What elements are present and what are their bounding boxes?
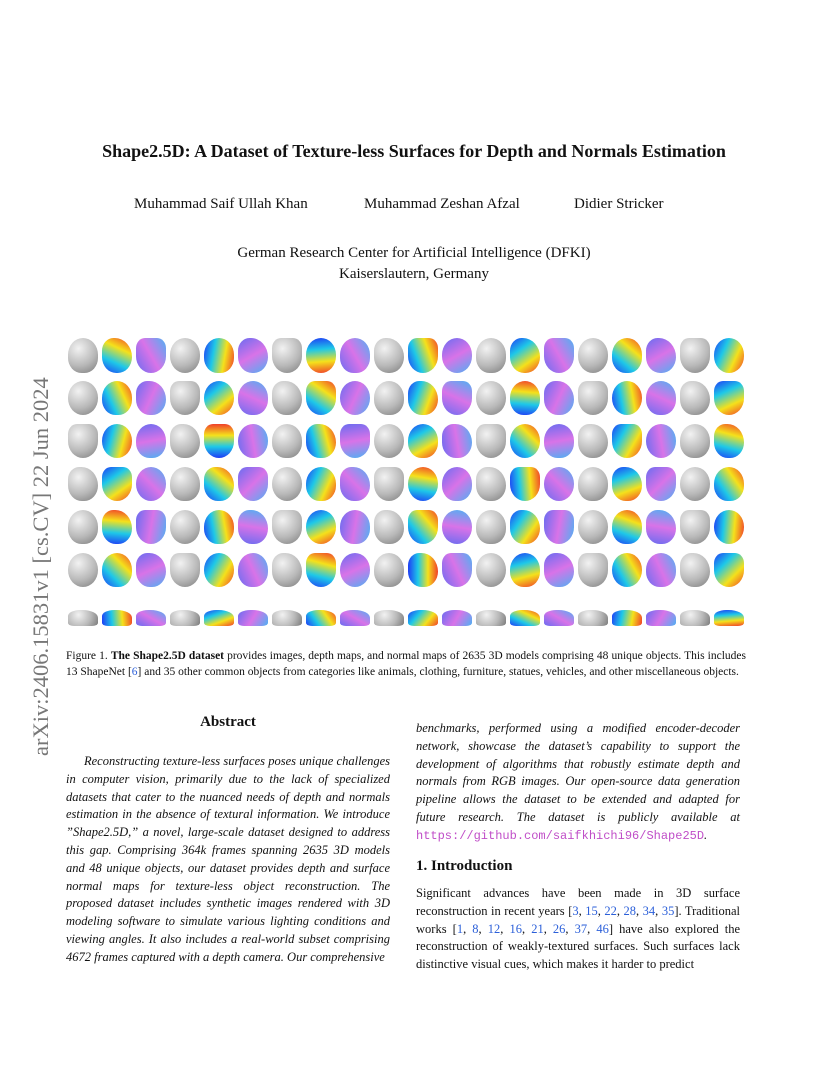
figure-thumbnail	[612, 610, 643, 625]
figure-thumbnail	[646, 510, 677, 544]
citation-link[interactable]: 8	[472, 921, 479, 936]
figure-thumbnail	[238, 510, 269, 544]
figure-thumbnail	[408, 338, 439, 372]
figure-thumbnail	[646, 424, 677, 458]
intro-p2: ]. Traditional works [	[416, 903, 740, 936]
figure-thumbnail	[68, 553, 99, 587]
citation-separator: ,	[500, 921, 510, 936]
figure-thumbnail	[578, 510, 609, 544]
figure-thumbnail	[170, 510, 201, 544]
figure-thumbnail	[714, 510, 745, 544]
figure-thumbnail	[136, 338, 167, 372]
figure-thumbnail	[170, 467, 201, 501]
figure-thumbnail	[442, 510, 473, 544]
figure-thumbnail	[646, 610, 677, 625]
intro-p1: Significant advances have been made in 3D surface reconstruction in recent years [	[416, 886, 740, 918]
figure-thumbnail	[306, 610, 337, 625]
figure-thumbnail	[646, 381, 677, 415]
figure-thumbnail	[340, 467, 371, 501]
figure-thumbnail	[102, 553, 133, 587]
figure-thumbnail	[714, 610, 745, 625]
citation-separator: ,	[463, 921, 473, 936]
figure-thumbnail	[612, 381, 643, 415]
caption-bold: The Shape2.5D dataset	[110, 650, 225, 662]
figure-thumbnail	[578, 381, 609, 415]
caption-label: Figure 1.	[66, 650, 108, 662]
abstract-cont-text: benchmarks, performed using a modified encoder-decoder network, showcase the dataset’s capability to support the development of algorithms that robustly estimate depth and normals from RGB images. Our open-source data generation pipeline allows the dataset to be extended and adapted for future research. The dataset is publicly available at	[416, 721, 740, 824]
figure-thumbnail	[646, 338, 677, 372]
citation-link[interactable]: 12	[487, 921, 501, 936]
abstract-heading: Abstract	[200, 714, 256, 730]
author-2: Muhammad Zeshan Afzal	[364, 196, 520, 212]
figure-thumbnail	[102, 467, 133, 501]
figure-thumbnail	[306, 338, 337, 372]
caption-text: provides images, depth maps, and normal maps of 2635 3D models comprising 48 unique objects. This includes 13 ShapeNet [	[66, 650, 746, 678]
figure-thumbnail	[204, 553, 235, 587]
figure-thumbnail	[442, 553, 473, 587]
citation-separator: ,	[587, 921, 597, 936]
figure-thumbnail	[204, 338, 235, 372]
figure-thumbnail	[136, 553, 167, 587]
figure-thumbnail	[680, 610, 711, 625]
dataset-url-link[interactable]: https://github.com/saifkhichi96/Shape25D	[416, 828, 705, 843]
abstract-end: .	[704, 827, 708, 842]
arxiv-stamp	[8, 288, 60, 758]
figure-thumbnail	[646, 467, 677, 501]
figure-thumbnail	[510, 467, 541, 501]
figure-thumbnail	[544, 338, 575, 372]
figure-thumbnail	[544, 424, 575, 458]
figure-thumbnail	[272, 610, 303, 625]
figure-thumbnail	[272, 510, 303, 544]
figure-thumbnail	[340, 338, 371, 372]
figure-thumbnail	[442, 338, 473, 372]
figure-thumbnail	[408, 424, 439, 458]
affiliation	[0, 243, 828, 285]
figure-thumbnail	[612, 553, 643, 587]
arxiv-stamp-text: arXiv:2406.15831v1 [cs.CV] 22 Jun 2024	[28, 377, 53, 756]
figure-thumbnail	[544, 610, 575, 625]
figure-thumbnail	[374, 510, 405, 544]
figure-thumbnail	[238, 610, 269, 625]
figure-thumbnail	[714, 553, 745, 587]
figure-thumbnail	[238, 553, 269, 587]
figure-thumbnail	[442, 424, 473, 458]
figure-thumbnail	[102, 338, 133, 372]
paper-title: Shape2.5D: A Dataset of Texture-less Surfaces for Depth and Normals Estimation	[102, 141, 726, 161]
figure-thumbnail	[306, 553, 337, 587]
figure-thumbnail	[102, 424, 133, 458]
figure-thumbnail	[374, 338, 405, 372]
figure-thumbnail	[102, 381, 133, 415]
figure-thumbnail	[306, 467, 337, 501]
citation-link[interactable]: 15	[585, 903, 598, 918]
introduction-heading: 1. Introduction	[416, 858, 513, 874]
figure-thumbnail	[680, 467, 711, 501]
citation-separator: ,	[521, 921, 532, 936]
figure-thumbnail	[612, 424, 643, 458]
figure-thumbnail	[442, 381, 473, 415]
introduction-paragraph	[416, 885, 740, 974]
figure-thumbnail	[476, 338, 507, 372]
figure-thumbnail	[272, 553, 303, 587]
figure-thumbnail	[68, 381, 99, 415]
figure-thumbnail	[510, 381, 541, 415]
figure-thumbnail	[238, 467, 269, 501]
figure-thumbnail	[272, 467, 303, 501]
figure-thumbnail	[170, 338, 201, 372]
citation-separator: ,	[543, 921, 553, 936]
figure-thumbnail	[136, 467, 167, 501]
citation-separator: ,	[565, 921, 575, 936]
figure-thumbnail	[612, 510, 643, 544]
figure-thumbnail	[238, 338, 269, 372]
citation-link[interactable]: 34	[642, 903, 656, 918]
figure-thumbnail	[646, 553, 677, 587]
figure-thumbnail	[680, 381, 711, 415]
figure-thumbnail	[680, 424, 711, 458]
figure-thumbnail	[136, 610, 167, 625]
figure-thumbnail	[204, 510, 235, 544]
figure-thumbnail	[714, 424, 745, 458]
affiliation-line-2: Kaiserslautern, Germany	[339, 266, 489, 282]
figure-thumbnail	[204, 610, 235, 625]
figure-thumbnail	[612, 467, 643, 501]
figure-thumbnail	[68, 510, 99, 544]
figure-thumbnail	[102, 610, 133, 625]
citation-link[interactable]: 28	[623, 903, 637, 918]
caption-ref[interactable]: 6	[131, 666, 138, 678]
figure-thumbnail	[238, 424, 269, 458]
figure-thumbnail	[442, 610, 473, 625]
figure-thumbnail	[476, 510, 507, 544]
figure-thumbnail	[68, 338, 99, 372]
figure-thumbnail	[306, 424, 337, 458]
citation-separator: ,	[478, 921, 488, 936]
citation-link[interactable]: 35	[661, 903, 675, 918]
figure-thumbnail	[714, 467, 745, 501]
abstract-continuation	[416, 720, 740, 846]
figure-thumbnail	[68, 610, 99, 625]
figure-thumbnail	[408, 467, 439, 501]
figure-thumbnail	[544, 553, 575, 587]
figure-thumbnail	[544, 467, 575, 501]
citation-separator: ,	[636, 903, 643, 918]
figure-thumbnail	[374, 553, 405, 587]
figure-thumbnail	[238, 381, 269, 415]
figure-thumbnail	[680, 338, 711, 372]
figure-thumbnail	[340, 381, 371, 415]
figure-thumbnail	[510, 610, 541, 625]
figure-thumbnail	[578, 610, 609, 625]
figure-thumbnail	[408, 510, 439, 544]
figure-thumbnail	[204, 381, 235, 415]
figure-thumbnail	[340, 553, 371, 587]
figure-thumbnail	[544, 381, 575, 415]
figure-thumbnail	[136, 381, 167, 415]
citation-separator: ,	[655, 903, 662, 918]
figure-thumbnail	[476, 553, 507, 587]
citation-link[interactable]: 37	[574, 921, 588, 936]
figure-thumbnail	[442, 467, 473, 501]
figure-thumbnail	[340, 610, 371, 625]
figure-thumbnail	[476, 467, 507, 501]
figure-thumbnail	[306, 510, 337, 544]
figure-thumbnail	[306, 381, 337, 415]
citation-separator: ,	[597, 903, 605, 918]
intro-refs-2	[457, 922, 609, 936]
intro-refs-1	[572, 904, 674, 918]
citation-link[interactable]: 3	[572, 903, 579, 918]
figure-thumbnail	[68, 424, 99, 458]
figure-thumbnail	[272, 424, 303, 458]
figure-thumbnail	[170, 610, 201, 625]
citation-link[interactable]: 21	[531, 921, 544, 936]
figure-thumbnail	[544, 510, 575, 544]
figure-thumbnail	[510, 424, 541, 458]
figure-caption	[66, 648, 746, 680]
figure-thumbnail	[340, 510, 371, 544]
figure-thumbnail	[408, 553, 439, 587]
figure-thumbnail	[510, 553, 541, 587]
citation-link[interactable]: 26	[552, 921, 566, 936]
figure-thumbnail	[374, 610, 405, 625]
figure-thumbnail	[476, 381, 507, 415]
citation-separator: ,	[616, 903, 624, 918]
figure-thumbnail	[170, 424, 201, 458]
figure-thumbnail	[204, 467, 235, 501]
figure-thumbnail	[578, 553, 609, 587]
caption-text-2: ] and 35 other common objects from categories like animals, clothing, furniture, statues, vehicles, and other miscellaneous objects.	[137, 666, 739, 678]
figure-thumbnail	[578, 424, 609, 458]
citation-link[interactable]: 22	[604, 903, 617, 918]
author-3: Didier Stricker	[574, 196, 664, 212]
figure-thumbnail	[510, 338, 541, 372]
citation-link[interactable]: 1	[456, 921, 464, 936]
figure-thumbnail	[136, 510, 167, 544]
figure-thumbnail	[204, 424, 235, 458]
figure-1-image-grid	[66, 334, 746, 634]
citation-link[interactable]: 46	[596, 921, 609, 936]
figure-thumbnail	[272, 338, 303, 372]
figure-thumbnail	[374, 381, 405, 415]
figure-thumbnail	[612, 338, 643, 372]
abstract-body: Reconstructing texture-less surfaces poses unique challenges in computer vision, primarily due to the lack of specialized datasets that cater to the nuanced needs of depth and normals estimation in the absence of textural information. We introduce ”Shape2.5D,” a novel, large-scale dataset designed to address this gap. Comprising 364k frames spanning 2635 3D models and 48 unique objects, our dataset provides depth and surface normal maps for texture-less object reconstruction. The proposed dataset includes synthetic images rendered with 3D modeling software to simulate various lighting conditions and viewing angles. It also includes a real-world subset comprising 4672 frames captured with a depth camera. Our comprehensive	[66, 754, 390, 964]
figure-thumbnail	[476, 424, 507, 458]
figure-thumbnail	[714, 381, 745, 415]
figure-thumbnail	[578, 467, 609, 501]
figure-thumbnail	[68, 467, 99, 501]
figure-thumbnail	[272, 381, 303, 415]
figure-thumbnail	[680, 510, 711, 544]
intro-p3: ] have also explored the reconstruction of weakly-textured surfaces. Such surfaces lack distinctive visual cues, which makes it harder to predict	[416, 921, 741, 972]
figure-thumbnail	[714, 338, 745, 372]
citation-separator: ,	[578, 903, 586, 918]
figure-thumbnail	[510, 510, 541, 544]
figure-thumbnail	[170, 381, 201, 415]
affiliation-line-1: German Research Center for Artificial Intelligence (DFKI)	[237, 245, 591, 261]
figure-thumbnail	[408, 381, 439, 415]
figure-thumbnail	[578, 338, 609, 372]
figure-thumbnail	[374, 467, 405, 501]
figure-thumbnail	[102, 510, 133, 544]
figure-thumbnail	[340, 424, 371, 458]
figure-thumbnail	[408, 610, 439, 625]
citation-link[interactable]: 16	[509, 921, 522, 936]
figure-thumbnail	[680, 553, 711, 587]
figure-thumbnail	[476, 610, 507, 625]
figure-thumbnail	[136, 424, 167, 458]
figure-thumbnail	[374, 424, 405, 458]
figure-thumbnail	[170, 553, 201, 587]
author-1: Muhammad Saif Ullah Khan	[134, 196, 308, 212]
